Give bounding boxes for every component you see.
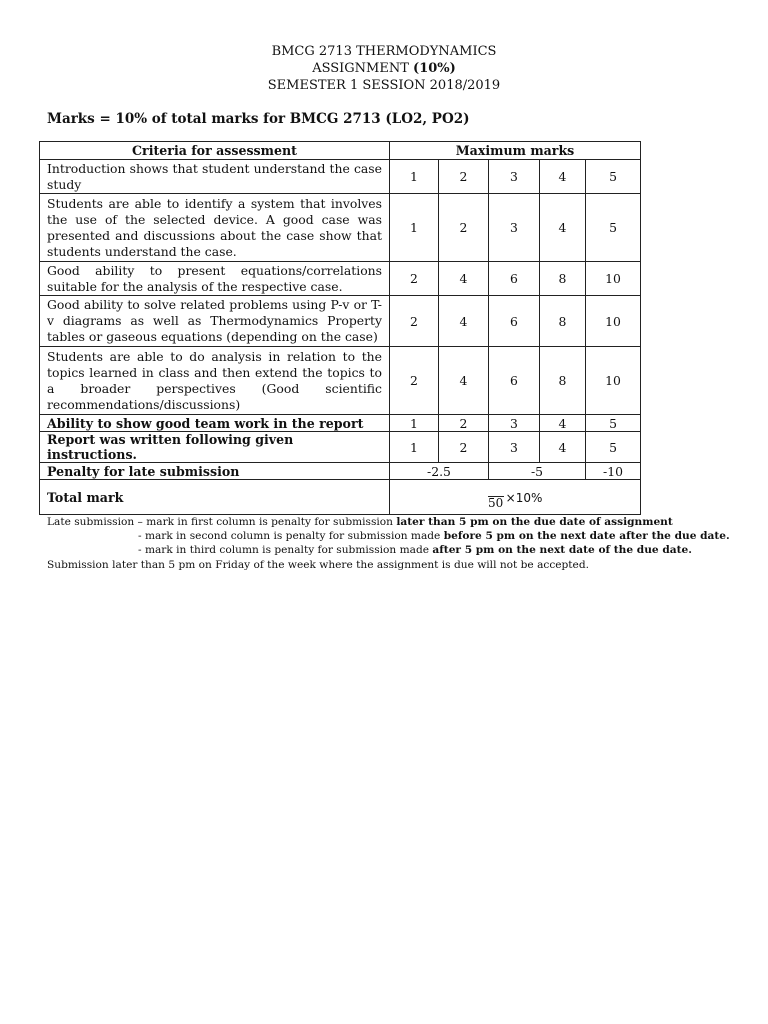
- mark-cell: 6: [489, 262, 540, 296]
- mark-cell: 10: [586, 262, 641, 296]
- max-marks-column-header: Maximum marks: [390, 142, 641, 160]
- note-emphasis: after 5 pm on the next date of the due date.: [432, 544, 692, 556]
- late-submission-note-4: Submission later than 5 pm on Friday of the week where the assignment is due will not be accepted.: [47, 559, 589, 571]
- mark-cell: 1: [390, 194, 439, 262]
- mark-cell: 5: [586, 432, 641, 463]
- table-header-row: [40, 142, 641, 160]
- mark-cell: 4: [439, 296, 489, 347]
- table-row: [40, 160, 641, 194]
- mark-cell: 5: [586, 160, 641, 194]
- assignment-label: ASSIGNMENT: [312, 61, 414, 76]
- penalty-label: Penalty for late submission: [40, 463, 390, 480]
- fraction-denominator: 50: [488, 495, 504, 510]
- criteria-column-header: Criteria for assessment: [40, 142, 390, 160]
- criteria-cell: Good ability to solve related problems using P-v or T-v diagrams as well as Thermodynamics Property tables or gaseous equations (depending on the case): [40, 296, 390, 347]
- criteria-cell: Students are able to do analysis in relation to the topics learned in class and then extend the topics to a broader perspectives (Good scientific recommendations/discussions): [40, 347, 390, 415]
- mark-cell: 4: [439, 347, 489, 415]
- late-submission-note-1: [47, 516, 673, 529]
- mark-cell: 6: [489, 347, 540, 415]
- table-row: [40, 296, 641, 347]
- mark-cell: 6: [489, 296, 540, 347]
- mark-cell: 2: [439, 160, 489, 194]
- mark-cell: 2: [390, 296, 439, 347]
- semester-session: SEMESTER 1 SESSION 2018/2019: [267, 78, 501, 93]
- table-row: [40, 194, 641, 262]
- table-row: [40, 347, 641, 415]
- mark-cell: 1: [390, 415, 439, 432]
- fraction-multiplier: ×10%: [505, 491, 543, 505]
- mark-cell: 1: [390, 160, 439, 194]
- mark-cell: 3: [489, 415, 540, 432]
- table-row: [40, 262, 641, 296]
- note-emphasis: before 5 pm on the next date after the due date.: [443, 530, 730, 542]
- criteria-cell: Report was written following given instructions.: [40, 432, 390, 463]
- mark-cell: 2: [439, 194, 489, 262]
- total-mark-formula: [390, 480, 641, 515]
- late-submission-note-3: [138, 544, 692, 557]
- table-row: [40, 432, 641, 463]
- note-text: Late submission – mark in first column is penalty for submission: [47, 516, 397, 528]
- criteria-cell: Students are able to identify a system that involves the use of the selected device. A good case was presented and discussions about the case show that students understand the case.: [40, 194, 390, 262]
- mark-cell: 3: [489, 432, 540, 463]
- note-emphasis: later than 5 pm on the due date of assignment: [396, 516, 673, 528]
- mark-cell: 4: [439, 262, 489, 296]
- total-row: [40, 480, 641, 515]
- mark-cell: 10: [586, 347, 641, 415]
- mark-cell: 4: [540, 415, 586, 432]
- assessment-rubric-table: [39, 141, 641, 515]
- criteria-cell: Good ability to present equations/correlations suitable for the analysis of the respective case.: [40, 262, 390, 296]
- assignment-title: [0, 61, 768, 76]
- mark-cell: 3: [489, 160, 540, 194]
- mark-cell: 5: [586, 415, 641, 432]
- mark-cell: 4: [540, 160, 586, 194]
- penalty-value: -5: [489, 463, 586, 480]
- total-mark-label: Total mark: [40, 480, 390, 515]
- assignment-weight: (10%): [413, 61, 456, 76]
- mark-cell: 4: [540, 194, 586, 262]
- mark-cell: 2: [439, 415, 489, 432]
- mark-cell: 8: [540, 262, 586, 296]
- marks-statement: Marks = 10% of total marks for BMCG 2713 (LO2, PO2): [47, 111, 470, 127]
- penalty-value: -2.5: [390, 463, 489, 480]
- late-submission-note-2: [138, 530, 730, 543]
- penalty-row: [40, 463, 641, 480]
- course-title: BMCG 2713 THERMODYNAMICS: [271, 44, 497, 59]
- fraction-expression: [488, 487, 543, 510]
- fraction-blank-numerator: [488, 487, 504, 497]
- mark-cell: 2: [390, 347, 439, 415]
- mark-cell: 8: [540, 347, 586, 415]
- criteria-cell: Ability to show good team work in the report: [40, 415, 390, 432]
- note-text: - mark in third column is penalty for submission made: [138, 544, 433, 556]
- mark-cell: 2: [390, 262, 439, 296]
- note-text: - mark in second column is penalty for submission made: [138, 530, 444, 542]
- mark-cell: 10: [586, 296, 641, 347]
- criteria-cell: Introduction shows that student understand the case study: [40, 160, 390, 194]
- table-row: [40, 415, 641, 432]
- penalty-value: -10: [586, 463, 641, 480]
- mark-cell: 5: [586, 194, 641, 262]
- mark-cell: 1: [390, 432, 439, 463]
- mark-cell: 3: [489, 194, 540, 262]
- mark-cell: 4: [540, 432, 586, 463]
- mark-cell: 8: [540, 296, 586, 347]
- mark-cell: 2: [439, 432, 489, 463]
